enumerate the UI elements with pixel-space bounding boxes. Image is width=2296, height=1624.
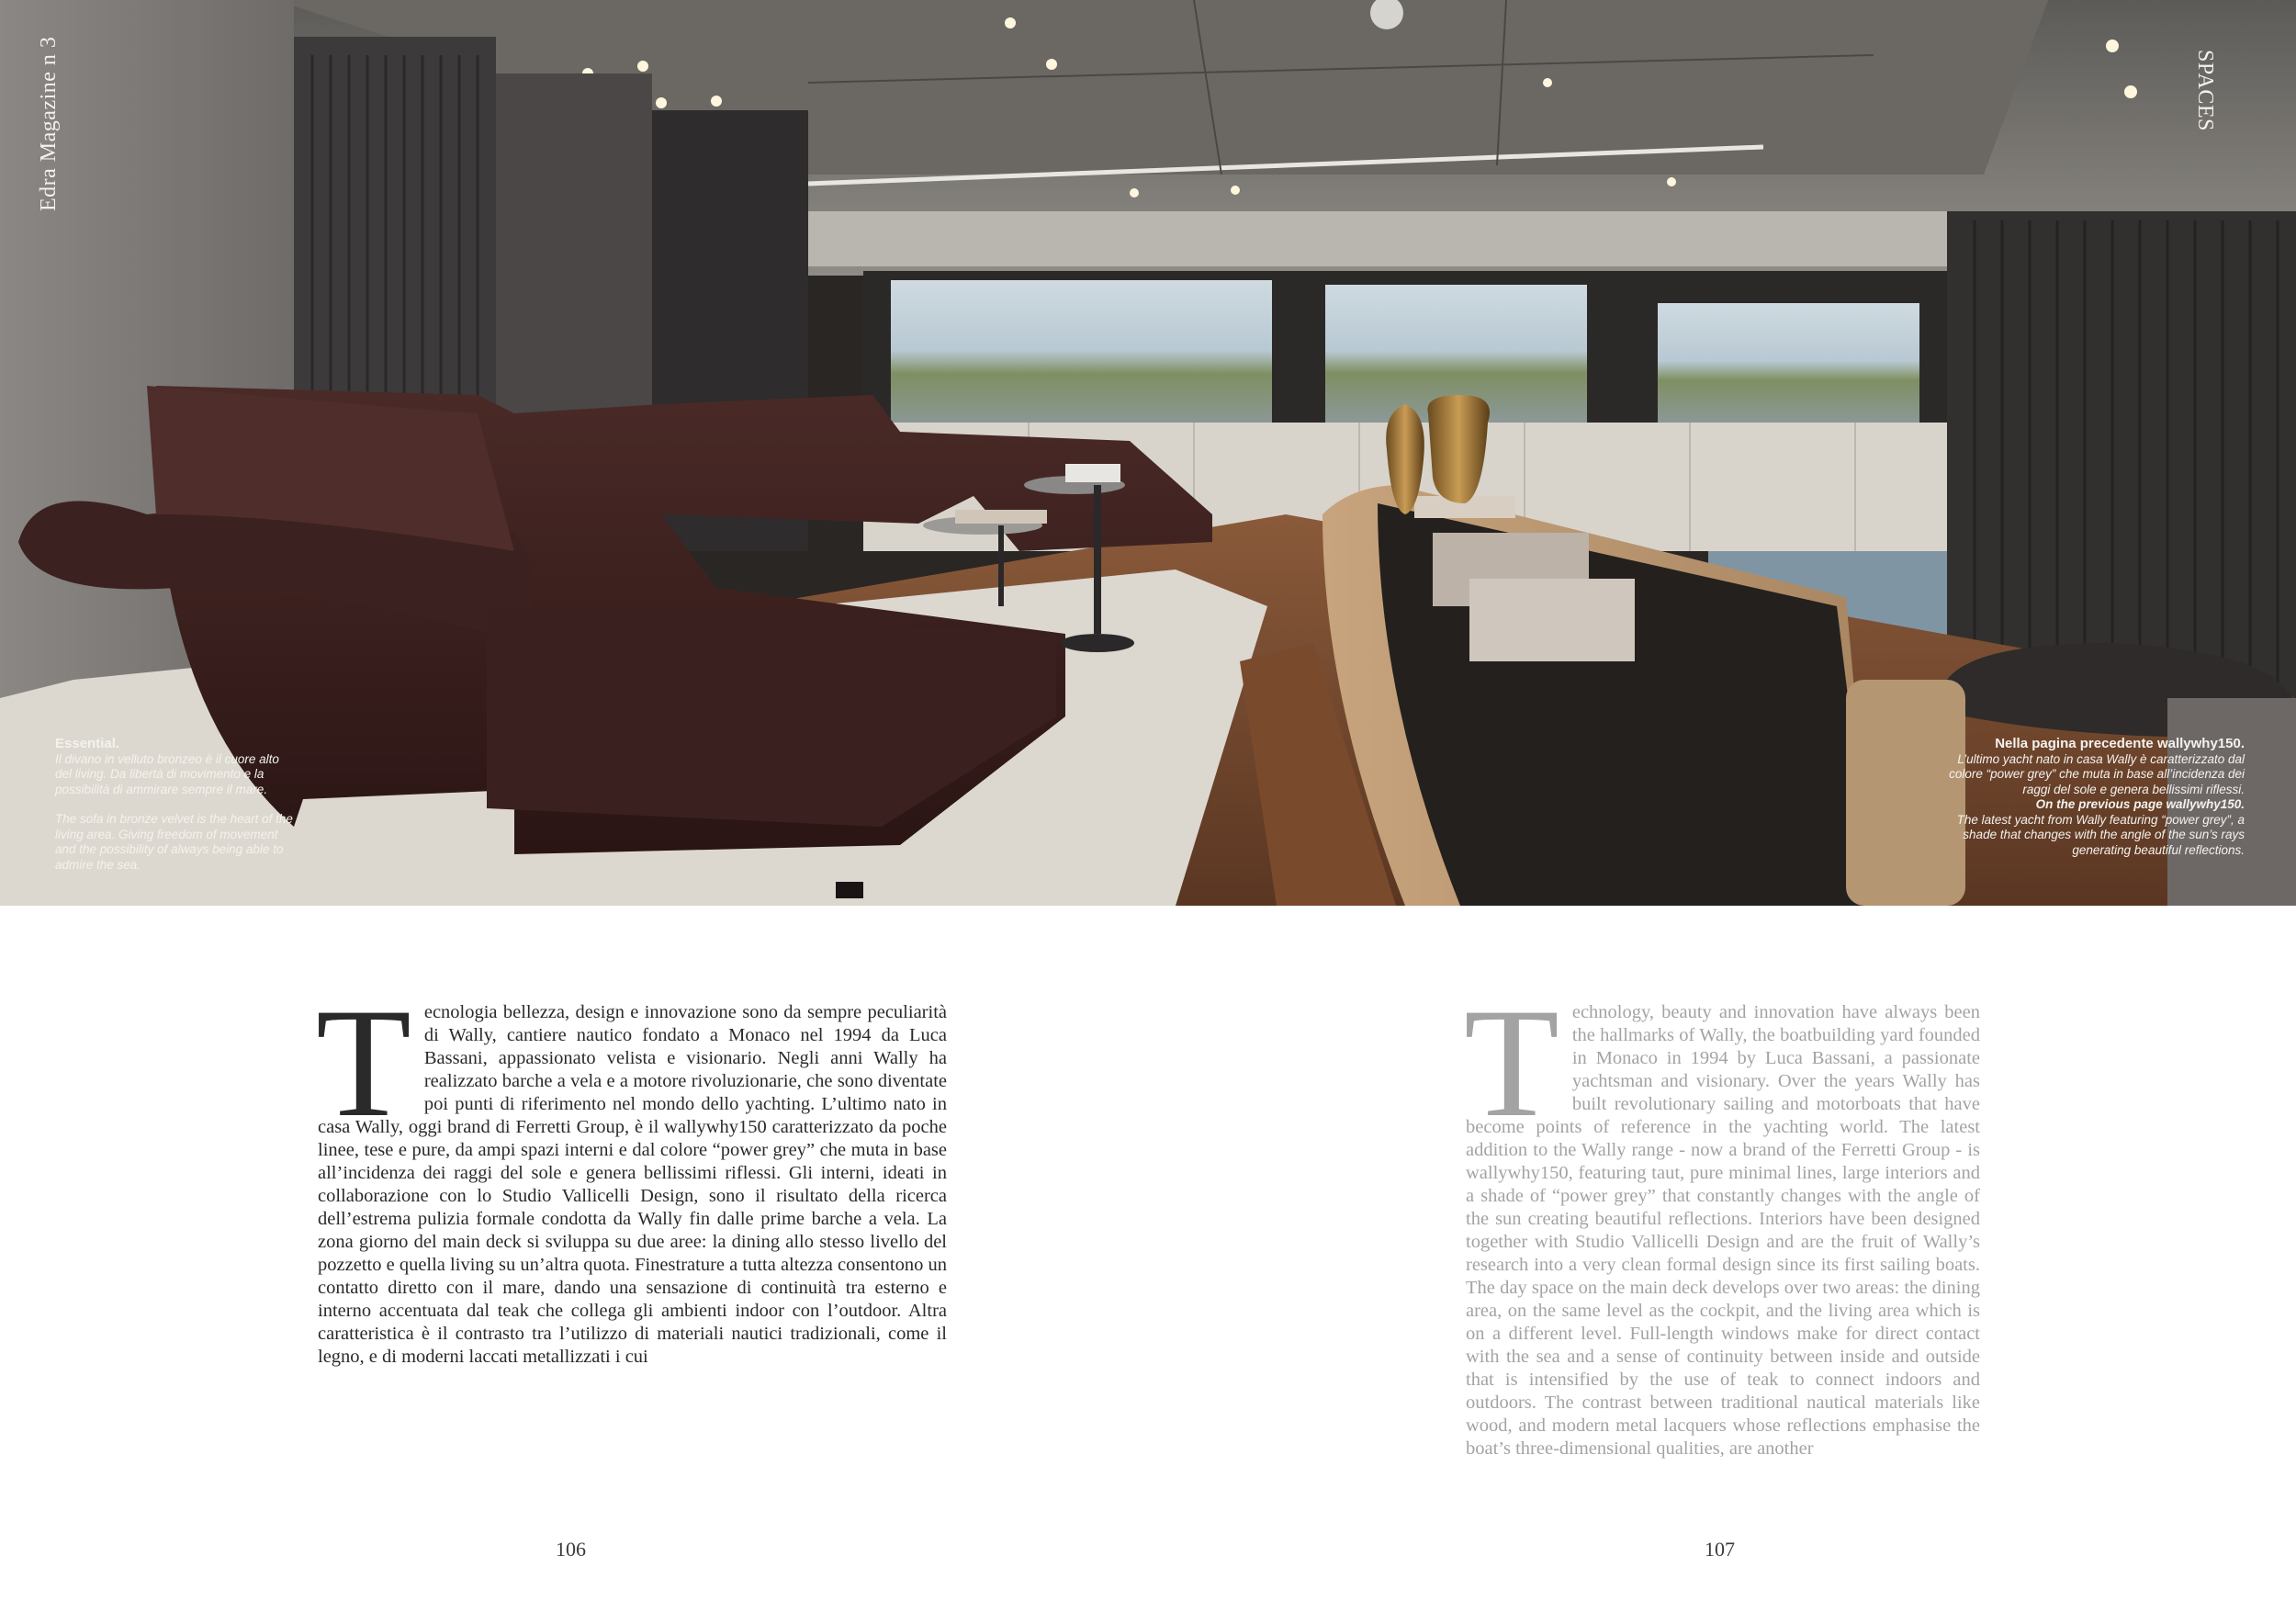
- caption-left-text-en: The sofa in bronze velvet is the heart of the living area. Giving freedom of movement and the possibility of always being able to admire the sea.: [55, 812, 293, 872]
- drop-cap: T: [1464, 976, 1559, 1149]
- caption-right-title-en: On the previous page wallywhy150.: [2035, 797, 2245, 811]
- article-italian-body: ecnologia bellezza, design e innovazione sono da sempre peculiarità di Wally, cantiere nautico fondato a Monaco nel 1994 da Luca Bassani, appassionato velista e visionario. Negli anni Wally ha realizzato barche a vela e a motore rivoluzionarie, che sono diventate poi punti di riferimento nel mondo dello yachting. L’ultimo nato in casa Wally, oggi brand di Ferretti Group, è il wallywhy150 caratterizzato da poche linee, tese e pure, da ampi spazi interni e dal colore “power grey” che muta in base all’incidenza dei raggi del sole e genera bellissimi riflessi. Gli interni, ideati in collaborazione con lo Studio Vallicelli Design, sono il risultato della ricerca dell’estrema pulizia formale condotta da Wally fin dalle prime barche a vela. La zona giorno del main deck si sviluppa su due aree: la dining allo stesso livello del pozzetto e quella living su un’altra quota. Finestrature a tutta altezza consentono un contatto diretto con il mare, dando una sensazione di continuità tra esterno e interno accentuata dal teak che collega gli ambienti indoor con l’outdoor. Altra caratteristica è il contrasto tra l’utilizzo di materiali nautici tradizionali, come il legno, e di moderni laccati metallizzati i cui: [318, 1002, 947, 1367]
- article-english: [1464, 976, 1980, 1460]
- caption-right-text-it: L’ultimo yacht nato in casa Wally è caratterizzato dal colore “power grey” che muta in base all’incidenza dei raggi del sole e genera bellissimi riflessi.: [1949, 751, 2245, 796]
- caption-right: [1945, 737, 2245, 858]
- drop-cap: T: [316, 976, 411, 1149]
- caption-left-text-it: Il divano in velluto bronzeo è il cuore alto del living. Da libertà di movimento e la possibilità di ammirare sempre il mare.: [55, 751, 279, 796]
- page-number-left: 106: [556, 1538, 586, 1561]
- caption-right-text-en: The latest yacht from Wally featuring “power grey”, a shade that changes with the angle of the sun’s rays generating beautiful reflections.: [1956, 812, 2245, 857]
- page-number-right: 107: [1705, 1538, 1735, 1561]
- section-label: SPACES: [2193, 50, 2217, 131]
- article-english-body: echnology, beauty and innovation have always been the hallmarks of Wally, the boatbuilding yard founded in Monaco in 1994 by Luca Bassani, a passionate yachtsman and visionary. Over the years Wally has built revolutionary sailing and motorboats that have become points of reference in the yachting world. The latest addition to the Wally range - now a brand of the Ferretti Group - is wallywhy150, featuring taut, pure minimal lines, large interiors and a shade of “power grey” that constantly changes with the angle of the sun creating beautiful reflections. Interiors have been designed together with Studio Vallicelli Design and are the fruit of Wally’s research into a very clean formal design since its first sailing boats. The day space on the main deck develops over two areas: the dining area, on the same level as the cockpit, and the living area which is on a different level. Full-length windows make for direct contact with the sea and a sense of continuity between inside and outside that is intensified by the use of teak to connect indoors and outdoors. The contrast between traditional nautical materials like wood, and modern metal lacquers whose reflections emphasise the boat’s three-dimensional qualities, are another: [1466, 1002, 1980, 1459]
- caption-right-title-it: Nella pagina precedente wallywhy150.: [1995, 736, 2245, 751]
- caption-left: [55, 737, 296, 873]
- article-italian: [316, 976, 947, 1369]
- caption-left-title: Essential.: [55, 736, 120, 751]
- issue-label: Edra Magazine n 3: [37, 36, 61, 211]
